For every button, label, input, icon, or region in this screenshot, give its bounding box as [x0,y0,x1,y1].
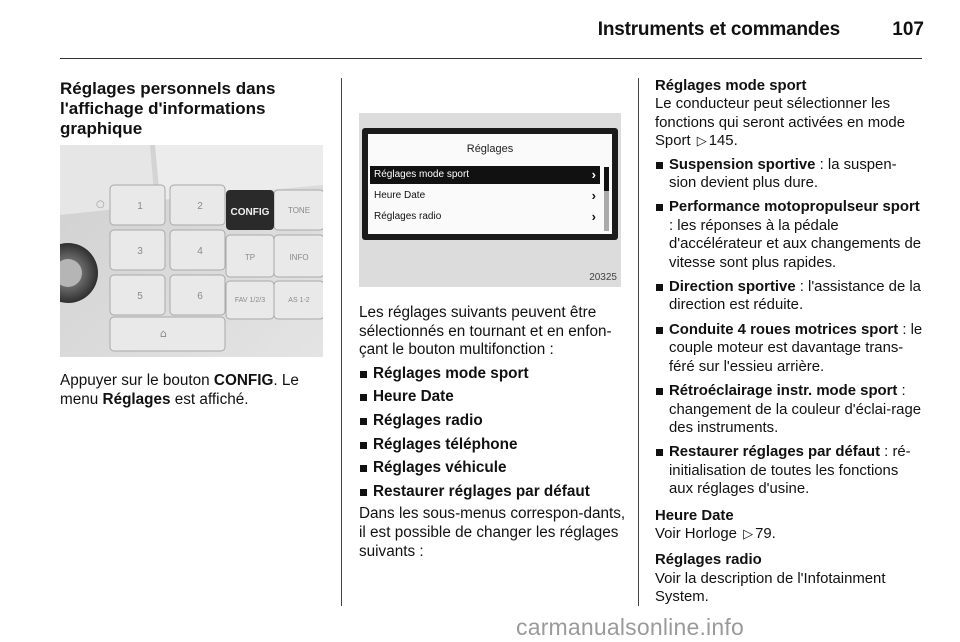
section-heading: Réglages personnels dans l'affichage d'informations graphique [60,79,276,138]
chevron-right-icon: › [591,188,596,203]
column-divider-right [638,78,639,606]
bullet-icon [360,394,367,401]
radio-paragraph: Voir la description de l'Infotainment System. [655,570,886,606]
image-number: 20325 [589,272,617,283]
control-panel-illustration [60,145,323,357]
header-rule [60,58,922,59]
button-2-label: 2 [197,201,203,212]
list-item [359,459,631,478]
sport-option-item [655,278,923,315]
column-divider-left [341,78,342,606]
config-button-label: CONFIG [230,207,270,218]
list-item-label: Heure Date [373,388,454,406]
power-icon: ○ [96,199,105,210]
bullet-icon [656,388,663,395]
home-icon: ⌂ [160,327,167,340]
bullet-icon [360,465,367,472]
sport-option-desc: : le couple moteur est davantage trans-féré sur l'essieu arrière. [669,321,923,375]
bullet-icon [656,162,663,169]
fav-button-label: FAV 1/2/3 [234,297,266,304]
list-item-label: Réglages mode sport [373,364,529,382]
sport-option-desc: : les réponses à la pédale d'accélérateur et aux changements de vitesse sont plus rapides. [669,217,922,271]
heure-paragraph [655,525,923,543]
reglages-term: Réglages [102,390,171,408]
tp-button-label: TP [244,253,256,262]
screen-bezel [362,128,618,240]
list-item [359,436,631,455]
sport-option-desc: : la suspen-sion devient plus dure. [669,156,897,192]
sport-option-desc: : ré-initialisation de toutes les fonctions aux réglages d'usine. [669,444,911,498]
settings-screen-image [359,113,621,287]
instruction-text-2: . Le menu [60,372,299,408]
list-item-label: Réglages radio [373,411,483,429]
page-reference-icon: ▷ [696,133,707,149]
list-item [359,412,631,431]
button-1-label: 1 [137,201,143,212]
list-item-label: Restaurer réglages par défaut [373,482,590,500]
intro-paragraph: Les réglages suivants peuvent être sélectionnés en tournant et en enfon-çant le bouton multifonction : [359,304,612,359]
info-button-label: INFO [289,253,309,262]
sport-option-term: Performance motopropulseur sport [669,199,920,216]
control-panel-photo [60,145,323,357]
page-reference-icon: ▷ [743,525,754,541]
radio-heading: Réglages radio [655,552,762,569]
config-term: CONFIG [213,372,274,389]
middle-column-text [359,304,631,561]
sport-intro [655,95,923,150]
bullet-icon [360,418,367,425]
list-item-label: Réglages téléphone [373,435,518,453]
sport-options-list [655,156,923,499]
chevron-right-icon: › [591,167,596,182]
sport-option-desc: : changement de la couleur d'éclai-rage des instruments. [669,383,922,436]
page-header-title: Instruments et commandes [597,19,840,40]
tone-button-label: TONE [287,206,311,215]
bullet-icon [360,442,367,449]
sport-option-item [655,382,923,437]
sport-page-ref: 145. [708,133,738,150]
page-number: 107 [892,19,924,40]
screen-scrollbar [604,167,609,231]
button-6-label: 6 [197,291,203,302]
watermark: carmanualsonline.info [516,614,744,640]
sport-intro-text: Le conducteur peut sélectionner les fonctions qui seront activées en mode Sport [655,96,905,150]
right-column [655,77,923,607]
bullet-icon [656,204,663,211]
sport-option-item [655,443,923,498]
bullet-icon [656,449,663,456]
bullet-icon [360,489,367,496]
sport-option-desc: : l'assistance de la direction est réduite. [669,279,921,314]
sport-option-item [655,156,923,193]
bullet-icon [656,327,663,334]
sport-option-term: Suspension sportive [669,156,816,173]
heure-text: Voir Horloge [655,525,737,542]
sport-option-term: Conduite 4 roues motrices sport [669,321,899,338]
sport-heading: Réglages mode sport [655,78,807,94]
left-column [60,79,325,139]
screen-scrollbar-thumb [604,167,609,191]
instruction-text-1: Appuyer sur le bouton [60,372,214,389]
screen-display [368,134,612,234]
settings-list [359,365,631,502]
bullet-icon [360,371,367,378]
button-5-label: 5 [137,291,143,302]
screen-row-label: Réglages radio [374,211,442,222]
list-item [359,483,631,502]
sport-option-term: Restaurer réglages par défaut [669,444,881,461]
sport-option-item [655,198,923,272]
left-paragraph [60,372,325,409]
screen-row [370,208,600,226]
screen-title: Réglages [466,143,514,155]
bullet-icon [656,284,663,291]
screen-row-label: Réglages mode sport [374,169,470,180]
list-item [359,365,631,384]
screen-row-selected [370,166,600,184]
config-instruction [60,372,325,409]
sport-option-item [655,321,923,376]
list-item [359,388,631,407]
screen-row [370,187,600,205]
chevron-right-icon: › [591,209,596,224]
sport-option-term: Direction sportive [669,279,796,296]
screen-row-label: Heure Date [374,190,426,201]
list-item-label: Réglages véhicule [373,459,507,477]
as-button-label: AS 1-2 [288,297,310,304]
outro-paragraph: Dans les sous-menus correspon-dants, il est possible de changer les réglages suivants : [359,505,626,560]
sport-option-term: Rétroéclairage instr. mode sport [669,383,898,400]
button-3-label: 3 [137,246,143,257]
button-4-label: 4 [197,246,203,257]
heure-heading: Heure Date [655,507,734,524]
instruction-text-3: est affiché. [170,390,249,408]
heure-page-ref: 79. [755,525,776,542]
